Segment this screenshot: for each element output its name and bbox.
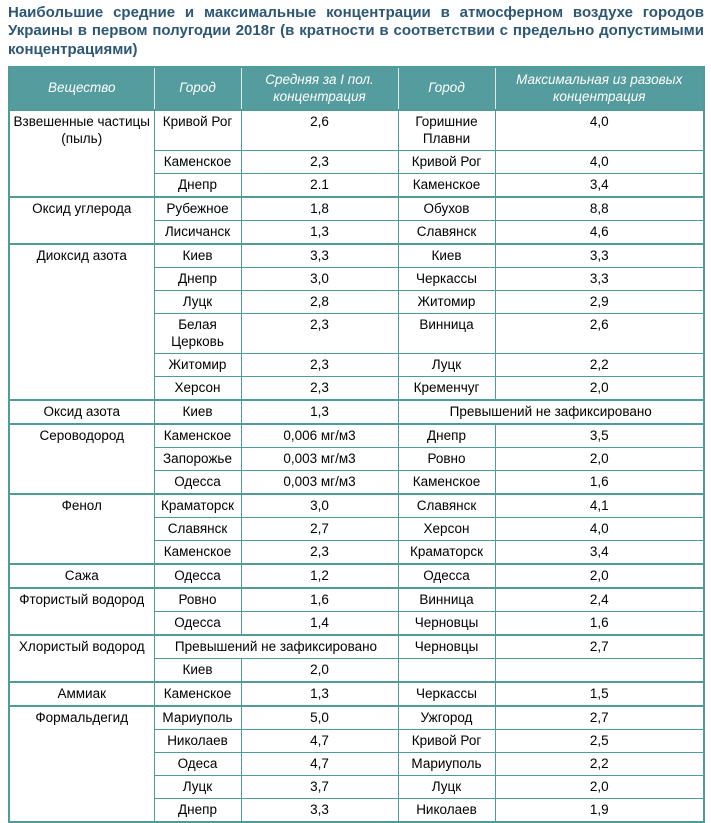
value-cell: 1,6 [241, 588, 398, 612]
value-cell: 2,8 [241, 290, 398, 313]
city-cell: Черкассы [398, 682, 495, 706]
substance-cell: Хлористый водород [9, 635, 154, 682]
city-cell: Обухов [398, 197, 495, 221]
value-cell: 2,0 [495, 376, 704, 400]
value-cell: 4,7 [241, 752, 398, 775]
city-cell: Одесса [154, 611, 241, 635]
table-row [9, 197, 704, 221]
city-cell: Краматорск [398, 540, 495, 564]
city-cell: Кривой Рог [398, 729, 495, 752]
table-row [9, 706, 704, 730]
value-cell: 8,8 [495, 197, 704, 221]
value-cell: 3,0 [241, 494, 398, 518]
value-cell: 2,9 [495, 290, 704, 313]
city-cell: Луцк [398, 775, 495, 798]
page-title: Наибольшие средние и максимальные концентрации в атмосферном воздухе городов Украины в первом полугодии 2018г (в кратности в соответствии с предельно допустимыми концентрациями) [8, 4, 704, 58]
city-cell: Каменское [398, 470, 495, 494]
value-cell: 4,7 [241, 729, 398, 752]
value-cell: 2,0 [495, 775, 704, 798]
value-cell: 2,3 [241, 353, 398, 376]
table-row [9, 244, 704, 268]
city-cell: Славянск [154, 517, 241, 540]
col-header-avg-concentration: Средняя за I пол. концентрация [241, 67, 398, 109]
substance-cell: Оксид углерода [9, 197, 154, 244]
value-cell: 2,3 [241, 150, 398, 173]
table-row [9, 588, 704, 612]
value-cell: 0,003 мг/м3 [241, 470, 398, 494]
value-cell: 3,0 [241, 267, 398, 290]
substance-cell: Формальдегид [9, 706, 154, 822]
value-cell: 3,3 [495, 267, 704, 290]
value-cell: 3,3 [241, 798, 398, 822]
value-cell: 3,3 [495, 244, 704, 268]
value-cell: 1,8 [241, 197, 398, 221]
value-cell: 2,3 [241, 540, 398, 564]
value-cell: 1,3 [241, 400, 398, 424]
table-body [9, 110, 704, 822]
table-row [9, 564, 704, 588]
value-cell: 2,5 [495, 729, 704, 752]
city-cell: Лисичанск [154, 220, 241, 244]
col-header-max-concentration: Максимальная из разовых концентрация [495, 67, 704, 109]
value-cell: 1,6 [495, 611, 704, 635]
value-cell: 2.1 [241, 173, 398, 197]
city-cell: Николаев [154, 729, 241, 752]
city-cell: Краматорск [154, 494, 241, 518]
city-cell: Луцк [154, 290, 241, 313]
city-cell: Днепр [398, 424, 495, 448]
city-cell: Каменское [398, 173, 495, 197]
value-cell: 3,4 [495, 540, 704, 564]
value-cell: 2,3 [241, 376, 398, 400]
value-cell: 4,0 [495, 110, 704, 151]
city-cell: Кривой Рог [154, 110, 241, 151]
value-cell: 2,7 [495, 706, 704, 730]
value-cell: 3,3 [241, 244, 398, 268]
col-header-city-max: Город [398, 67, 495, 109]
city-cell: Винница [398, 588, 495, 612]
city-cell: Одесса [154, 470, 241, 494]
value-cell: 1,9 [495, 798, 704, 822]
value-cell: 0,006 мг/м3 [241, 424, 398, 448]
city-cell: Горишние Плавни [398, 110, 495, 151]
city-cell: Одеса [154, 752, 241, 775]
concentrations-table [8, 66, 705, 823]
value-cell: 4,1 [495, 494, 704, 518]
substance-cell: Сероводород [9, 424, 154, 494]
city-cell: Винница [398, 313, 495, 353]
city-cell: Ужгород [398, 706, 495, 730]
value-cell: 4,6 [495, 220, 704, 244]
city-cell: Киев [154, 244, 241, 268]
table-row [9, 682, 704, 706]
substance-cell: Диоксид азота [9, 244, 154, 400]
header-row [9, 67, 704, 109]
city-cell: Житомир [154, 353, 241, 376]
city-cell: Херсон [398, 517, 495, 540]
value-cell: 5,0 [241, 706, 398, 730]
value-cell: 1,6 [495, 470, 704, 494]
city-cell: Кременчуг [398, 376, 495, 400]
city-cell: Луцк [398, 353, 495, 376]
substance-cell: Оксид азота [9, 400, 154, 424]
value-cell: 3,5 [495, 424, 704, 448]
city-cell: Запорожье [154, 447, 241, 470]
city-cell: Днепр [154, 267, 241, 290]
table-row [9, 424, 704, 448]
city-cell: Черновцы [398, 611, 495, 635]
col-header-city-avg: Город [154, 67, 241, 109]
city-cell: Одесса [398, 564, 495, 588]
value-cell [495, 658, 704, 682]
col-header-substance: Вещество [9, 67, 154, 109]
value-cell: 2,3 [241, 313, 398, 353]
city-cell: Черкассы [398, 267, 495, 290]
city-cell: Каменское [154, 540, 241, 564]
value-cell: 2,6 [241, 110, 398, 151]
value-cell: 2,7 [495, 635, 704, 659]
table-row [9, 635, 704, 659]
city-cell: Кривой Рог [398, 150, 495, 173]
substance-cell: Сажа [9, 564, 154, 588]
city-cell [398, 658, 495, 682]
value-cell: 1,2 [241, 564, 398, 588]
value-cell: 2,0 [495, 447, 704, 470]
value-cell: 1,5 [495, 682, 704, 706]
value-cell: 2,0 [241, 658, 398, 682]
table-row [9, 400, 704, 424]
no-exceed-cell: Превышений не зафиксировано [398, 400, 704, 424]
substance-cell: Взвешенные частицы (пыль) [9, 110, 154, 197]
value-cell: 2,2 [495, 353, 704, 376]
city-cell: Черновцы [398, 635, 495, 659]
value-cell: 3,7 [241, 775, 398, 798]
city-cell: Киев [154, 658, 241, 682]
city-cell: Одесса [154, 564, 241, 588]
value-cell: 2,4 [495, 588, 704, 612]
table-row [9, 110, 704, 151]
value-cell: 0,003 мг/м3 [241, 447, 398, 470]
city-cell: Днепр [154, 798, 241, 822]
city-cell: Днепр [154, 173, 241, 197]
city-cell: Каменское [154, 682, 241, 706]
city-cell: Каменское [154, 424, 241, 448]
city-cell: Николаев [398, 798, 495, 822]
city-cell: Киев [398, 244, 495, 268]
city-cell: Рубежное [154, 197, 241, 221]
value-cell: 4,0 [495, 517, 704, 540]
value-cell: 2,6 [495, 313, 704, 353]
city-cell: Житомир [398, 290, 495, 313]
city-cell: Каменское [154, 150, 241, 173]
no-exceed-cell: Превышений не зафиксировано [154, 635, 398, 659]
substance-cell: Фтористый водород [9, 588, 154, 635]
city-cell: Херсон [154, 376, 241, 400]
table-row [9, 494, 704, 518]
value-cell: 3,4 [495, 173, 704, 197]
city-cell: Ровно [154, 588, 241, 612]
value-cell: 1,3 [241, 220, 398, 244]
value-cell: 2,7 [241, 517, 398, 540]
city-cell: Белая Церковь [154, 313, 241, 353]
substance-cell: Фенол [9, 494, 154, 564]
value-cell: 2,2 [495, 752, 704, 775]
value-cell: 4,0 [495, 150, 704, 173]
value-cell: 1,4 [241, 611, 398, 635]
city-cell: Луцк [154, 775, 241, 798]
substance-cell: Аммиак [9, 682, 154, 706]
city-cell: Славянск [398, 494, 495, 518]
city-cell: Киев [154, 400, 241, 424]
city-cell: Мариуполь [398, 752, 495, 775]
value-cell: 1,3 [241, 682, 398, 706]
value-cell: 2,0 [495, 564, 704, 588]
city-cell: Мариуполь [154, 706, 241, 730]
city-cell: Славянск [398, 220, 495, 244]
city-cell: Ровно [398, 447, 495, 470]
